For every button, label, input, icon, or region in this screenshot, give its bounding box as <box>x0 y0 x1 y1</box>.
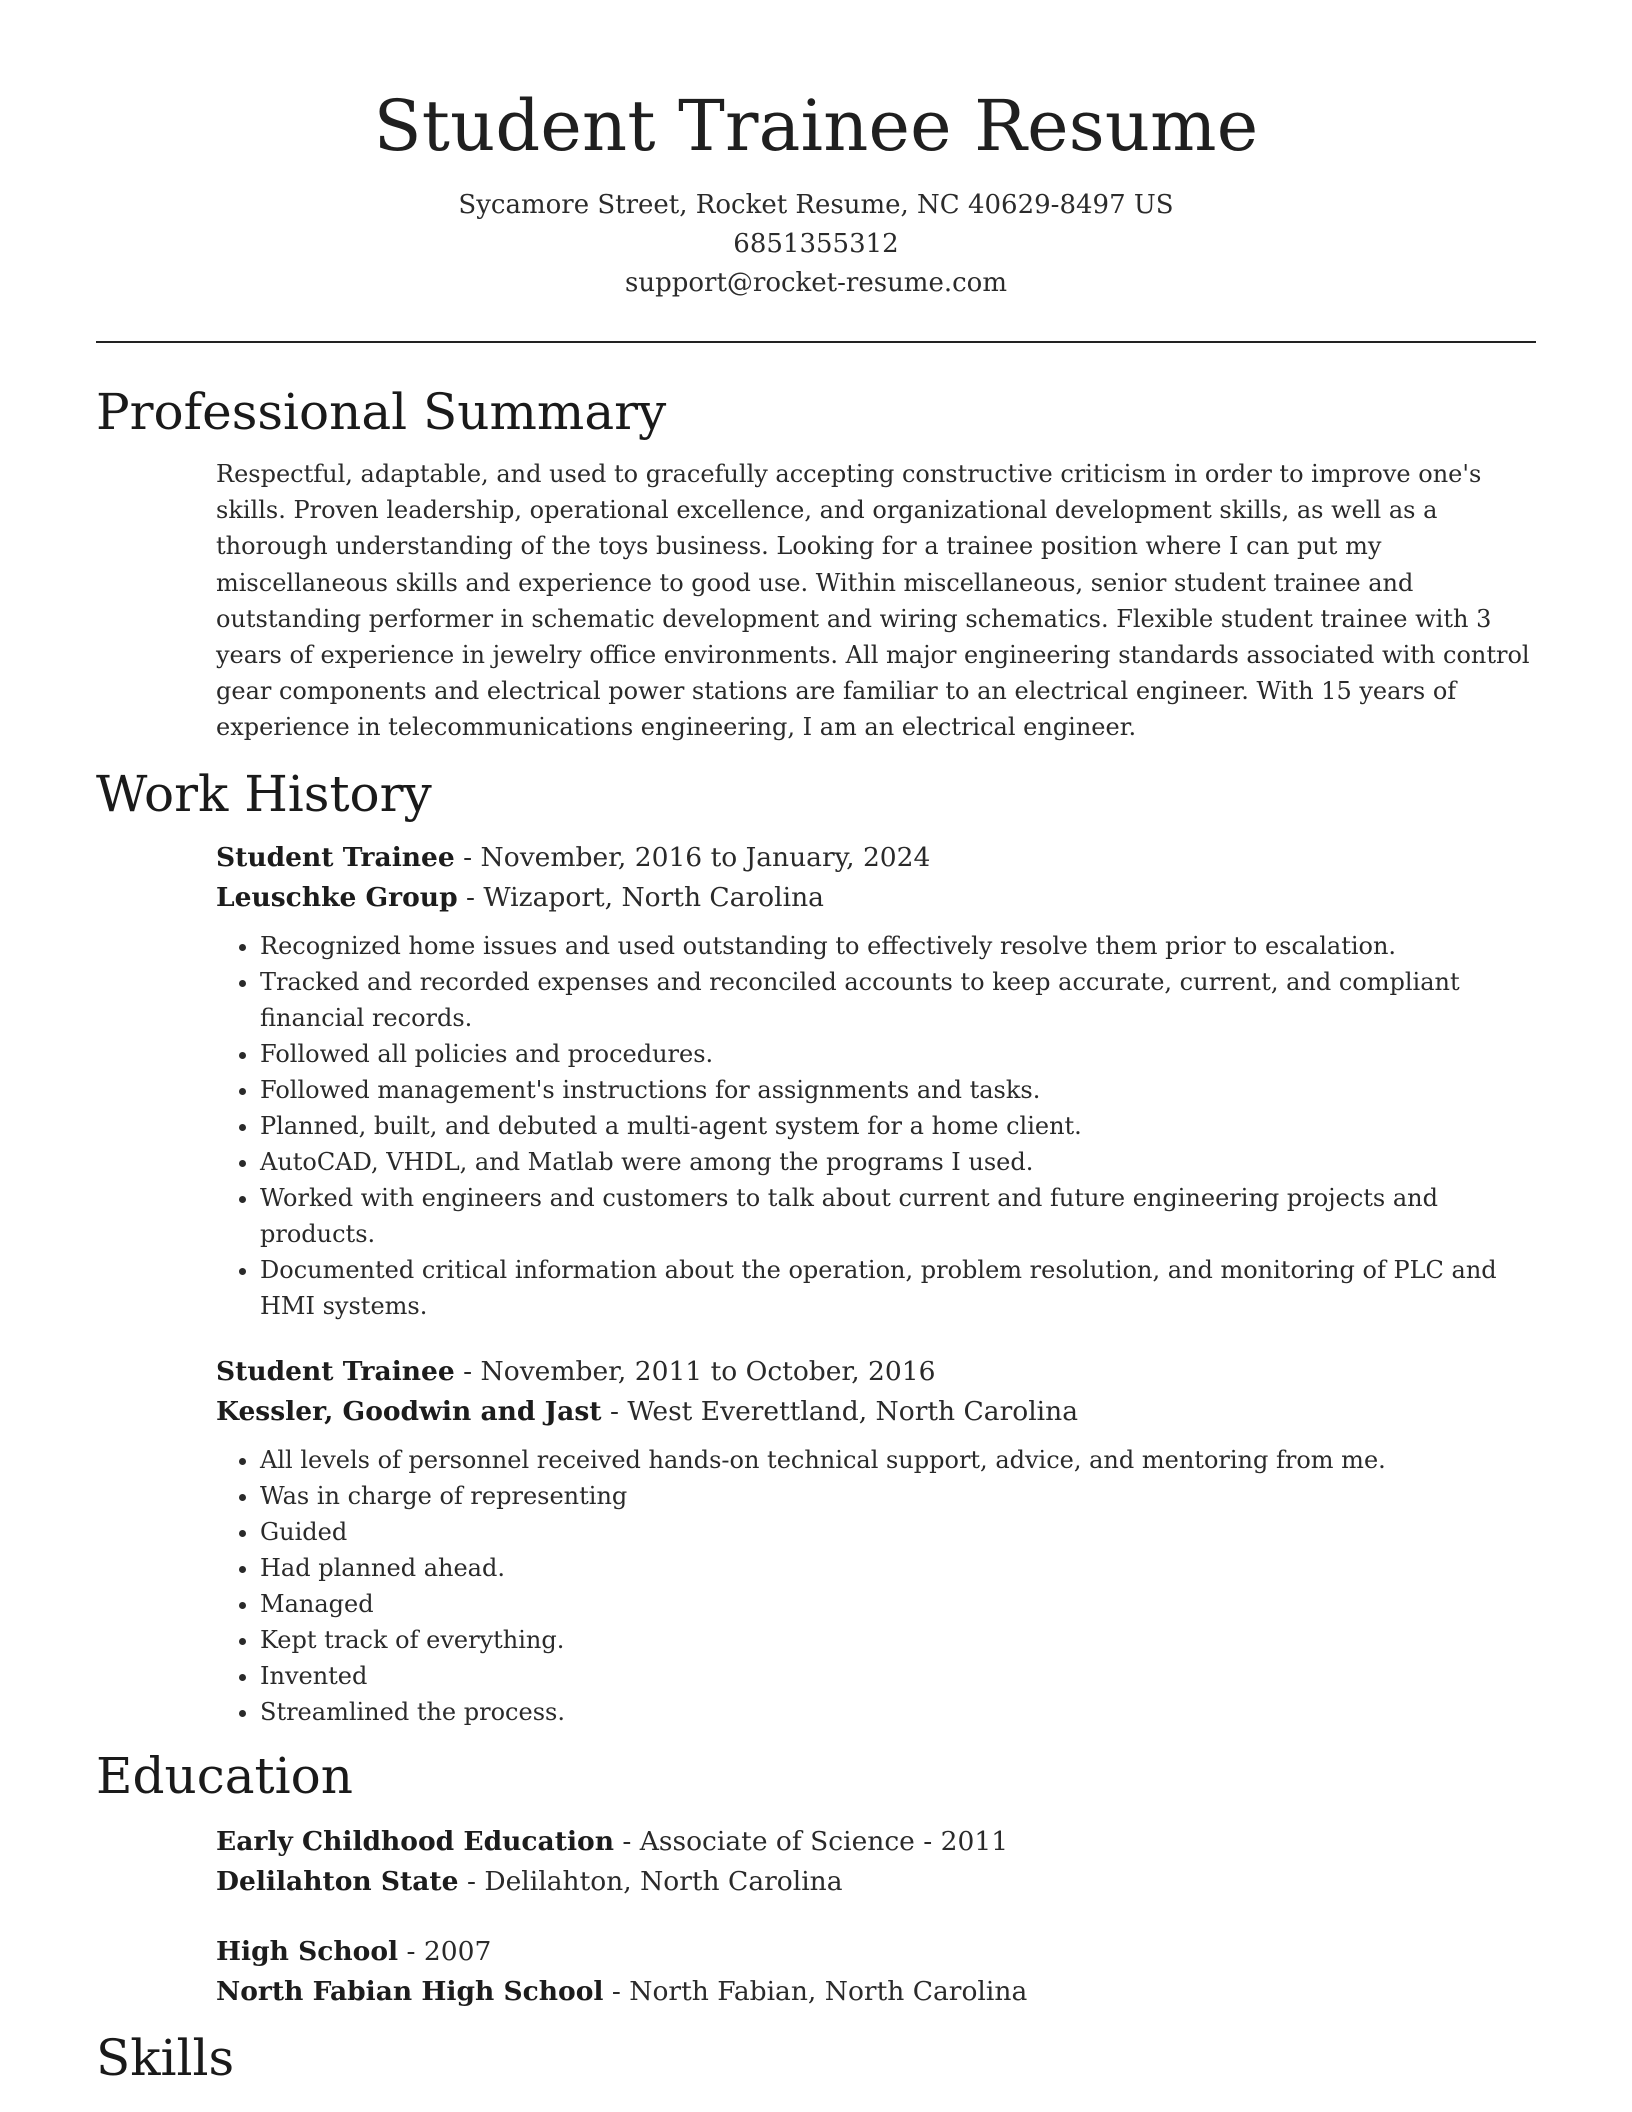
list-item: • Kept track of everything. <box>260 1622 1536 1658</box>
education-details: - Associate of Science - 2011 <box>613 1825 1009 1857</box>
education-location: - North Fabian, North Carolina <box>603 1975 1028 2007</box>
section-professional-summary <box>96 380 1536 746</box>
list-item: • Was in charge of representing <box>260 1478 1536 1514</box>
section-title-skills: Skills <box>96 2028 235 2087</box>
job-company-line <box>216 878 1536 918</box>
job-entry <box>216 838 1536 1324</box>
job-company: Leuschke Group <box>216 881 458 913</box>
section-education <box>96 1744 1536 2012</box>
job-title-line <box>216 1352 1536 1392</box>
header-divider <box>96 341 1536 343</box>
education-entry <box>216 1932 1536 2012</box>
education-school-line <box>216 1972 1536 2012</box>
list-item: • Managed <box>260 1586 1536 1622</box>
education-school-line <box>216 1862 1536 1902</box>
summary-text: Respectful, adaptable, and used to gracefully accepting constructive criticism in order to improve one's skills. Proven leadership, operational excellence, and organizational development skills, as well as a thorough understanding of the toys business. Looking for a trainee position where I can put my miscellaneous skills and experience to good use. Within miscellaneous, senior student trainee and outstanding performer in schematic development and wiring schematics. Flexible student trainee with 3 years of experience in jewelry office environments. All major engineering standards associated with control gear components and electrical power stations are familiar to an electrical engineer. With 15 years of experience in telecommunications engineering, I am an electrical engineer. <box>216 460 1530 742</box>
job-location: - Wizaport, North Carolina <box>457 881 824 913</box>
section-title-education: Education <box>96 1746 353 1805</box>
section-skills <box>96 2026 1536 2090</box>
list-item: • Documented critical information about the operation, problem resolution, and monitoring of PLC and HMI systems. <box>260 1252 1536 1324</box>
job-role: Student Trainee <box>216 1355 455 1387</box>
contact-email: support@rocket-resume.com <box>624 268 1007 298</box>
list-item: • Had planned ahead. <box>260 1550 1536 1586</box>
education-details: - 2007 <box>398 1935 492 1967</box>
resume-title: Student Trainee Resume <box>373 85 1259 167</box>
education-location: - Delilahton, North Carolina <box>458 1865 843 1897</box>
job-title-line <box>216 838 1536 878</box>
list-item: • Followed all policies and procedures. <box>260 1036 1536 1072</box>
education-entry <box>216 1822 1536 1902</box>
job-company-line <box>216 1392 1536 1432</box>
resume-content <box>96 380 1536 2090</box>
list-item: • AutoCAD, VHDL, and Matlab were among the programs I used. <box>260 1144 1536 1180</box>
job-company: Kessler, Goodwin and Jast <box>216 1395 602 1427</box>
job-entry <box>216 1352 1536 1730</box>
education-school: North Fabian High School <box>216 1975 604 2007</box>
list-item: • Guided <box>260 1514 1536 1550</box>
list-item: • Planned, built, and debuted a multi-agent system for a home client. <box>260 1108 1536 1144</box>
section-title-work: Work History <box>96 764 432 823</box>
education-field: High School <box>216 1935 399 1967</box>
job-bullets <box>216 1442 1536 1730</box>
list-item: • Followed management's instructions for assignments and tasks. <box>260 1072 1536 1108</box>
list-item: • Recognized home issues and used outstanding to effectively resolve them prior to escalation. <box>260 928 1536 964</box>
job-location: - West Everettland, North Carolina <box>601 1395 1079 1427</box>
contact-address: Sycamore Street, Rocket Resume, NC 40629-8497 US <box>458 190 1174 220</box>
list-item: • Tracked and recorded expenses and reconciled accounts to keep accurate, current, and compliant financial records. <box>260 964 1536 1036</box>
education-school: Delilahton State <box>216 1865 459 1897</box>
list-item: • Worked with engineers and customers to talk about current and future engineering projects and products. <box>260 1180 1536 1252</box>
education-degree-line <box>216 1932 1536 1972</box>
resume-header <box>0 80 1632 303</box>
education-degree-line <box>216 1822 1536 1862</box>
section-work-history <box>96 762 1536 1730</box>
job-bullets <box>216 928 1536 1324</box>
contact-phone: 6851355312 <box>733 229 899 259</box>
job-role: Student Trainee <box>216 841 455 873</box>
list-item: • Streamlined the process. <box>260 1694 1536 1730</box>
job-dates: - November, 2016 to January, 2024 <box>454 841 931 873</box>
list-item: • All levels of personnel received hands-on technical support, advice, and mentoring from me. <box>260 1442 1536 1478</box>
education-field: Early Childhood Education <box>216 1825 614 1857</box>
job-dates: - November, 2011 to October, 2016 <box>454 1355 936 1387</box>
section-title-summary: Professional Summary <box>96 383 667 441</box>
list-item: • Invented <box>260 1658 1536 1694</box>
